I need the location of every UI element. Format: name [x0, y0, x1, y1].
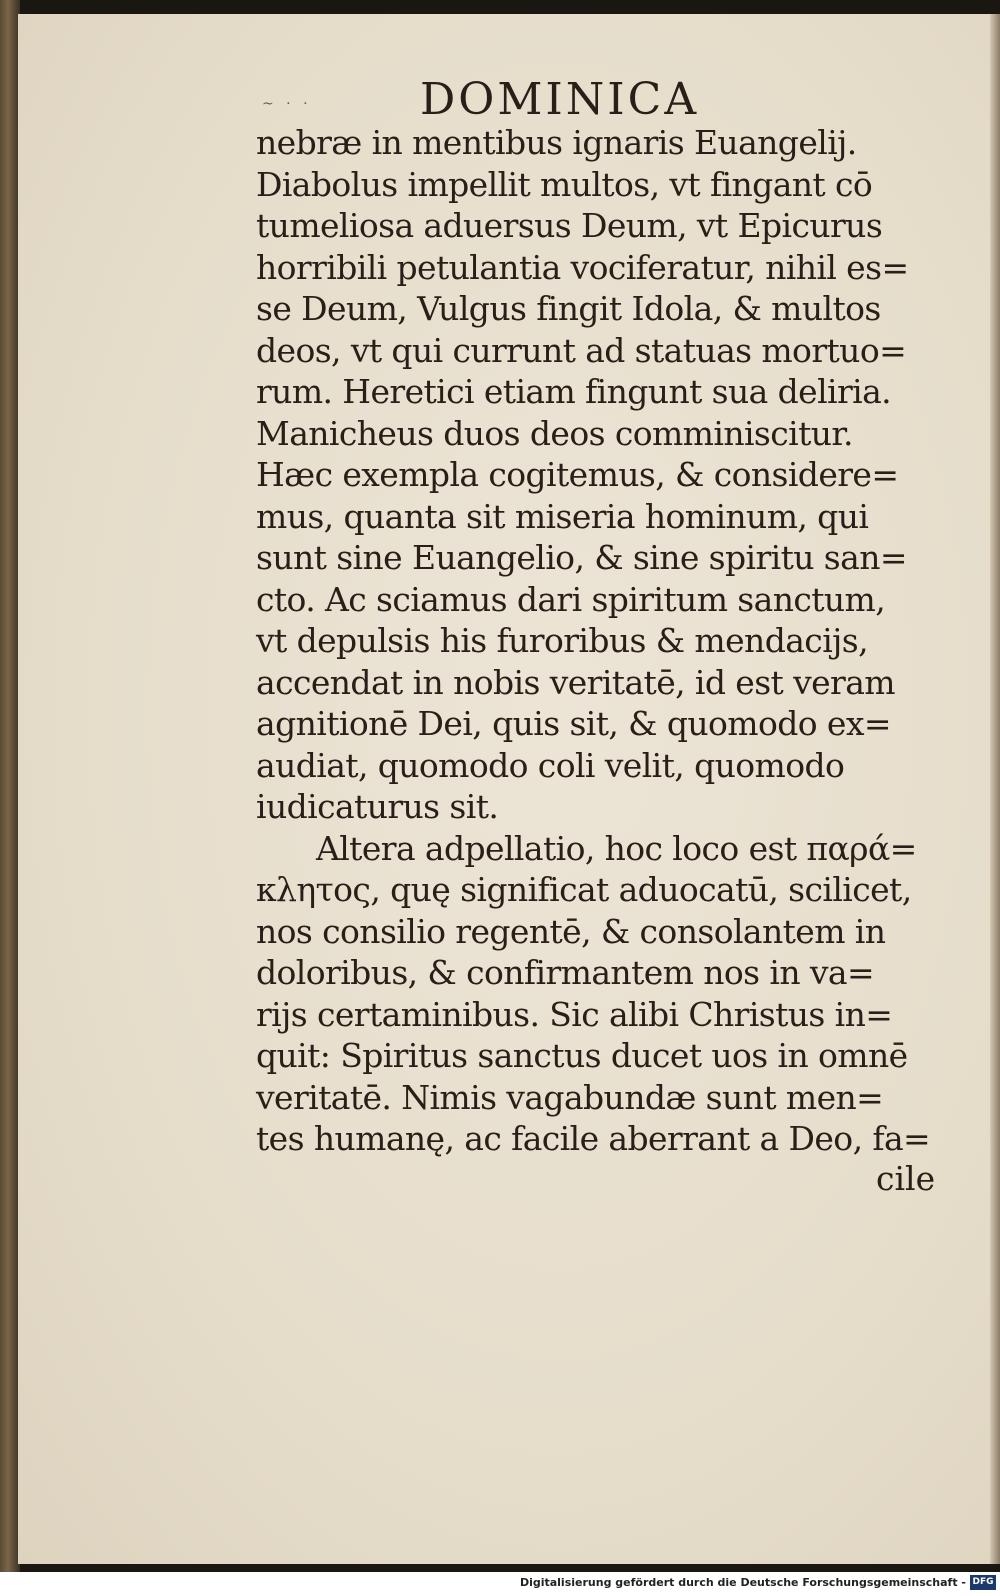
page-edge: [990, 14, 1000, 1564]
text-line: deos, vt qui currunt ad statuas mortuo=: [256, 330, 907, 370]
catchword: cile: [876, 1159, 936, 1198]
text-line: rijs certaminibus. Sic alibi Christus in=: [256, 994, 893, 1034]
text-line: quit: Spiritus sanctus ducet uos in omnē: [256, 1036, 908, 1075]
text-line: mus, quanta sit miseria hominum, qui: [256, 496, 869, 536]
text-line: vt depulsis his furoribus & mendacijs,: [256, 621, 868, 660]
text-line: se Deum, Vulgus fingit Idola, & multos: [256, 289, 881, 328]
text-line: Hæc exempla cogitemus, & considere=: [256, 455, 899, 494]
funding-credit: Digitalisierung gefördert durch die Deutsche Forschungsgemeinschaft -: [519, 1576, 966, 1589]
text-line: doloribus, & confirmantem nos in va=: [256, 953, 875, 992]
book-spine: [0, 0, 20, 1572]
dfg-logo-icon: DFG: [970, 1575, 996, 1590]
text-line: nos consilio regentē, & consolantem in: [256, 911, 886, 951]
text-line: rum. Heretici etiam fingunt sua deliria.: [256, 372, 892, 411]
text-line: tes humanę, ac facile aberrant a Deo, fa=: [256, 1119, 931, 1158]
text-line: cto. Ac sciamus dari spiritum sanctum,: [256, 579, 886, 619]
footer-bar: [0, 1572, 1000, 1596]
text-line: accendat in nobis veritatē, id est veram: [256, 662, 895, 702]
text-line: agnitionē Dei, quis sit, & quomodo ex=: [256, 704, 891, 743]
text-line: sunt sine Euangelio, & sine spiritu san=: [256, 538, 907, 577]
text-line: iudicaturus sit.: [256, 787, 499, 826]
text-line: horribili petulantia vociferatur, nihil es=: [256, 247, 909, 287]
text-line: audiat, quomodo coli velit, quomodo: [256, 745, 845, 785]
running-head: DOMINICA: [420, 74, 700, 125]
text-line: Diabolus impellit multos, vt fingant cō: [256, 164, 873, 204]
body-text: [256, 122, 956, 1160]
text-line: tumeliosa aduersus Deum, vt Epicurus: [256, 206, 883, 245]
text-line: veritatē. Nimis vagabundæ sunt men=: [256, 1077, 884, 1117]
marginal-marks: ~ · ·: [262, 96, 312, 112]
text-line-paragraph-start: Altera adpellatio, hoc loco est παρά=: [316, 828, 917, 868]
text-line: nebræ in mentibus ignaris Euangelij.: [256, 123, 857, 162]
text-line: Manicheus duos deos comminiscitur.: [256, 413, 853, 453]
text-line: κλητος, quę significat aduocatū, scilicet,: [256, 870, 912, 909]
